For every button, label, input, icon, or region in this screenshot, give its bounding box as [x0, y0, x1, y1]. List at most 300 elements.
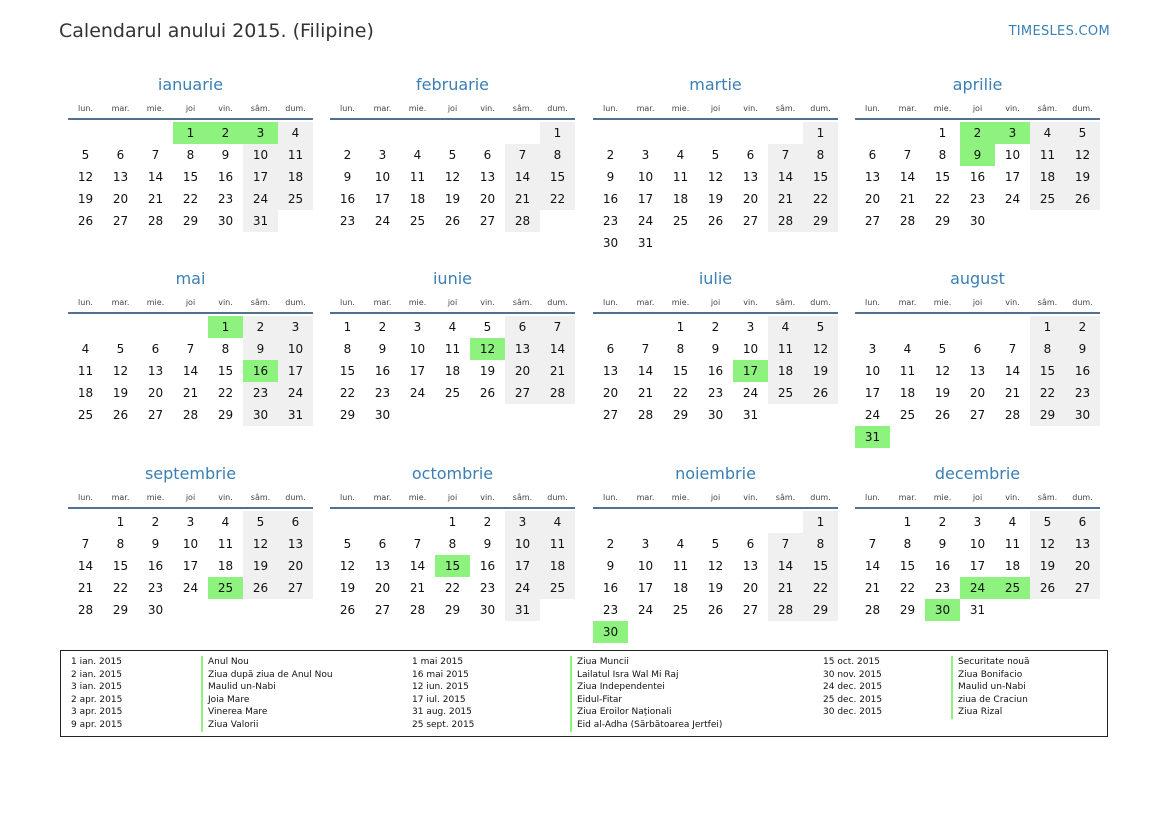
day-grid	[68, 316, 313, 426]
month-octombrie	[330, 461, 575, 621]
day-cell: 11	[540, 533, 575, 555]
day-cell: 14	[768, 555, 803, 577]
day-grid	[330, 316, 575, 426]
day-cell: 4	[413, 148, 422, 162]
day-cell: 17	[637, 581, 654, 595]
weekday-label: joi	[972, 103, 983, 113]
holiday-day: 2	[960, 122, 995, 144]
day-cell: 17	[182, 559, 199, 573]
day-cell: 6	[868, 148, 877, 162]
day-cell: 26	[707, 214, 724, 228]
weekday-label: mar.	[898, 297, 917, 307]
weekday-label: dum.	[547, 103, 568, 113]
day-cell: 7	[540, 316, 575, 338]
day-cell: 24	[182, 581, 199, 595]
day-cell: 2	[606, 537, 615, 551]
month-name: noiembrie	[675, 464, 756, 483]
day-cell: 12	[243, 533, 278, 555]
day-cell: 10	[505, 533, 540, 555]
weekday-label: dum.	[1072, 297, 1093, 307]
day-cell: 10	[637, 170, 654, 184]
day-cell: 4	[278, 122, 313, 144]
day-cell: 18	[1030, 166, 1065, 188]
day-cell: 24	[1004, 192, 1021, 206]
month-decembrie	[855, 461, 1100, 621]
day-cell: 12	[444, 170, 461, 184]
weekday-label: lun.	[603, 297, 618, 307]
weekday-header	[68, 487, 313, 509]
day-cell: 21	[768, 188, 803, 210]
day-cell: 5	[711, 148, 720, 162]
day-cell: 6	[746, 148, 755, 162]
month-name: aprilie	[952, 75, 1003, 94]
weekday-header	[68, 292, 313, 314]
empty-cell	[173, 316, 208, 338]
holiday-name: Eidul-Fitar	[570, 694, 722, 707]
day-cell: 26	[339, 603, 356, 617]
day-cell: 30	[217, 214, 234, 228]
day-cell: 26	[112, 408, 129, 422]
month-name: iulie	[698, 269, 733, 288]
day-cell: 26	[243, 577, 278, 599]
weekday-label: sâm.	[775, 492, 796, 502]
page-title: Calendarul anului 2015. (Filipine)	[59, 20, 374, 42]
day-cell: 22	[217, 386, 234, 400]
month-iulie	[593, 266, 838, 426]
weekday-label: lun.	[603, 492, 618, 502]
weekday-label: mar.	[111, 297, 130, 307]
day-cell: 19	[112, 386, 129, 400]
day-cell: 22	[444, 581, 461, 595]
day-cell: 21	[637, 386, 654, 400]
month-name: martie	[689, 75, 742, 94]
day-cell: 8	[676, 342, 685, 356]
holiday-date: 17 iul. 2015	[412, 694, 466, 705]
day-cell: 28	[409, 603, 426, 617]
day-cell: 23	[969, 192, 986, 206]
holiday-date: 25 dec. 2015	[823, 694, 883, 705]
day-cell: 8	[186, 148, 195, 162]
day-cell: 29	[803, 599, 838, 621]
day-cell: 10	[182, 537, 199, 551]
weekday-label: dum.	[285, 297, 306, 307]
holiday-date: 30 dec. 2015	[823, 707, 883, 718]
day-cell: 25	[77, 408, 94, 422]
day-cell: 13	[374, 559, 391, 573]
day-cell: 31	[243, 210, 278, 232]
day-cell: 10	[278, 338, 313, 360]
day-cell: 7	[81, 537, 90, 551]
weekday-label: joi	[447, 492, 458, 502]
day-cell: 26	[479, 386, 496, 400]
holiday-legend	[60, 650, 1108, 737]
day-cell: 26	[77, 214, 94, 228]
empty-cell	[68, 511, 103, 533]
day-cell: 12	[803, 338, 838, 360]
day-grid	[593, 511, 838, 643]
day-cell: 21	[864, 581, 881, 595]
day-cell: 28	[768, 599, 803, 621]
day-cell: 19	[444, 192, 461, 206]
holiday-name: Ziua Independentei	[570, 681, 722, 694]
day-grid	[855, 511, 1100, 621]
day-cell: 16	[1065, 360, 1100, 382]
day-cell: 14	[77, 559, 94, 573]
day-cell: 20	[742, 192, 759, 206]
day-cell: 29	[112, 603, 129, 617]
day-cell: 3	[868, 342, 877, 356]
day-cell: 5	[116, 342, 125, 356]
day-cell: 7	[151, 148, 160, 162]
holiday-date: 1 mai 2015	[412, 657, 464, 667]
day-cell: 14	[864, 559, 881, 573]
weekday-label: lun.	[865, 297, 880, 307]
day-cell: 8	[1030, 338, 1065, 360]
month-name: septembrie	[144, 464, 237, 483]
day-cell: 23	[374, 386, 391, 400]
day-cell: 30	[147, 603, 164, 617]
day-cell: 18	[278, 166, 313, 188]
day-cell: 4	[1008, 515, 1017, 529]
empty-cell	[593, 122, 628, 144]
day-cell: 8	[448, 537, 457, 551]
day-cell: 28	[505, 210, 540, 232]
day-cell: 6	[278, 511, 313, 533]
day-cell: 27	[112, 214, 129, 228]
day-cell: 23	[479, 581, 496, 595]
day-cell: 11	[899, 364, 916, 378]
day-cell: 30	[479, 603, 496, 617]
day-cell: 4	[768, 316, 803, 338]
site-logo-link[interactable]: TIMESLES.COM	[1008, 24, 1110, 39]
day-cell: 15	[112, 559, 129, 573]
empty-cell	[138, 316, 173, 338]
weekday-label: lun.	[340, 103, 355, 113]
day-cell: 5	[243, 511, 278, 533]
day-cell: 8	[803, 144, 838, 166]
month-name: decembrie	[934, 464, 1021, 483]
weekday-label: vin.	[1005, 492, 1020, 502]
day-cell: 3	[641, 537, 650, 551]
day-cell: 7	[413, 537, 422, 551]
day-cell: 28	[540, 382, 575, 404]
day-cell: 25	[1030, 188, 1065, 210]
day-cell: 11	[217, 537, 234, 551]
empty-cell	[768, 122, 803, 144]
day-cell: 20	[278, 555, 313, 577]
day-cell: 7	[768, 533, 803, 555]
day-cell: 14	[1004, 364, 1021, 378]
day-cell: 1	[540, 122, 575, 144]
day-cell: 4	[676, 148, 685, 162]
empty-cell	[470, 122, 505, 144]
day-cell: 28	[1004, 408, 1021, 422]
holiday-names-column	[951, 656, 1030, 719]
day-cell: 18	[768, 360, 803, 382]
day-cell: 13	[1065, 533, 1100, 555]
day-grid	[593, 316, 838, 426]
day-cell: 17	[1004, 170, 1021, 184]
day-cell: 24	[243, 188, 278, 210]
weekday-header	[593, 487, 838, 509]
weekday-label: dum.	[547, 492, 568, 502]
weekday-label: dum.	[810, 492, 831, 502]
day-cell: 29	[803, 210, 838, 232]
day-cell: 8	[938, 148, 947, 162]
day-cell: 23	[602, 603, 619, 617]
day-cell: 29	[339, 408, 356, 422]
day-cell: 27	[969, 408, 986, 422]
day-cell: 25	[540, 577, 575, 599]
day-cell: 23	[339, 214, 356, 228]
day-cell: 10	[243, 144, 278, 166]
weekday-label: joi	[710, 297, 721, 307]
day-cell: 2	[151, 515, 160, 529]
day-cell: 4	[1030, 122, 1065, 144]
day-cell: 15	[182, 170, 199, 184]
day-cell: 9	[483, 537, 492, 551]
day-cell: 16	[147, 559, 164, 573]
holiday-name: Vinerea Mare	[201, 706, 333, 719]
day-cell: 25	[899, 408, 916, 422]
weekday-label: sâm.	[250, 103, 271, 113]
empty-cell	[855, 316, 890, 338]
weekday-label: mie.	[408, 492, 427, 502]
empty-cell	[663, 122, 698, 144]
day-cell: 5	[711, 537, 720, 551]
day-cell: 5	[81, 148, 90, 162]
holiday-day: 9	[960, 144, 995, 166]
empty-cell	[365, 122, 400, 144]
day-cell: 8	[116, 537, 125, 551]
weekday-header	[68, 98, 313, 120]
holiday-name: Ziua Muncii	[570, 656, 722, 669]
holiday-name: Maulid un-Nabi	[201, 681, 333, 694]
day-cell: 18	[1004, 559, 1021, 573]
weekday-label: vin.	[218, 297, 233, 307]
day-cell: 29	[934, 214, 951, 228]
day-cell: 3	[413, 320, 422, 334]
day-cell: 18	[672, 192, 689, 206]
holiday-day: 1	[173, 122, 208, 144]
holiday-name: Ziua Valorii	[201, 719, 333, 732]
day-cell: 22	[112, 581, 129, 595]
day-cell: 15	[217, 364, 234, 378]
empty-cell	[68, 316, 103, 338]
day-cell: 22	[540, 188, 575, 210]
weekday-label: dum.	[810, 103, 831, 113]
month-martie	[593, 72, 838, 254]
day-cell: 7	[903, 148, 912, 162]
day-grid	[855, 316, 1100, 448]
day-cell: 11	[444, 342, 461, 356]
day-cell: 17	[505, 555, 540, 577]
day-cell: 3	[746, 320, 755, 334]
empty-cell	[400, 122, 435, 144]
day-cell: 10	[1004, 148, 1021, 162]
day-cell: 9	[243, 338, 278, 360]
day-cell: 15	[540, 166, 575, 188]
holiday-date: 25 sept. 2015	[412, 719, 475, 730]
weekday-label: mie.	[146, 103, 165, 113]
day-cell: 20	[969, 386, 986, 400]
day-cell: 6	[116, 148, 125, 162]
day-cell: 9	[1065, 338, 1100, 360]
holiday-day: 25	[995, 577, 1030, 599]
day-cell: 17	[278, 360, 313, 382]
holiday-day: 2	[208, 122, 243, 144]
day-grid	[330, 511, 575, 621]
weekday-label: mie.	[933, 297, 952, 307]
empty-cell	[995, 316, 1030, 338]
day-cell: 28	[768, 210, 803, 232]
day-cell: 20	[602, 386, 619, 400]
day-cell: 23	[707, 386, 724, 400]
day-grid	[68, 122, 313, 232]
day-cell: 27	[278, 577, 313, 599]
day-cell: 15	[803, 555, 838, 577]
day-cell: 30	[969, 214, 986, 228]
day-cell: 6	[483, 148, 492, 162]
day-cell: 21	[409, 581, 426, 595]
day-cell: 13	[278, 533, 313, 555]
day-cell: 1	[903, 515, 912, 529]
day-cell: 1	[116, 515, 125, 529]
day-cell: 19	[707, 581, 724, 595]
empty-cell	[698, 511, 733, 533]
weekday-label: lun.	[865, 492, 880, 502]
day-cell: 1	[938, 126, 947, 140]
month-ianuarie	[68, 72, 313, 232]
day-cell: 11	[77, 364, 94, 378]
day-cell: 18	[444, 364, 461, 378]
day-cell: 30	[1065, 404, 1100, 426]
day-cell: 30	[707, 408, 724, 422]
day-cell: 11	[278, 144, 313, 166]
day-cell: 6	[151, 342, 160, 356]
empty-cell	[628, 316, 663, 338]
day-cell: 5	[938, 342, 947, 356]
day-cell: 21	[182, 386, 199, 400]
weekday-label: vin.	[743, 297, 758, 307]
empty-cell	[733, 122, 768, 144]
day-cell: 10	[409, 342, 426, 356]
day-cell: 12	[1030, 533, 1065, 555]
holiday-day: 24	[960, 577, 995, 599]
day-cell: 2	[243, 316, 278, 338]
weekday-header	[593, 292, 838, 314]
holiday-name: Securitate nouă	[951, 656, 1030, 669]
weekday-label: mie.	[671, 103, 690, 113]
day-cell: 24	[864, 408, 881, 422]
day-cell: 3	[505, 511, 540, 533]
weekday-label: lun.	[340, 492, 355, 502]
day-cell: 18	[409, 192, 426, 206]
weekday-label: dum.	[810, 297, 831, 307]
weekday-header	[855, 98, 1100, 120]
holiday-name: Ziua după ziua de Anul Nou	[201, 669, 333, 682]
day-cell: 9	[606, 559, 615, 573]
weekday-label: joi	[710, 103, 721, 113]
day-cell: 10	[637, 559, 654, 573]
day-cell: 6	[746, 537, 755, 551]
day-cell: 29	[1030, 404, 1065, 426]
day-cell: 25	[409, 214, 426, 228]
day-cell: 11	[768, 338, 803, 360]
weekday-label: dum.	[1072, 103, 1093, 113]
day-cell: 12	[339, 559, 356, 573]
day-cell: 9	[378, 342, 387, 356]
holiday-date: 15 oct. 2015	[823, 657, 880, 667]
day-cell: 16	[374, 364, 391, 378]
day-cell: 20	[147, 386, 164, 400]
day-cell: 18	[672, 581, 689, 595]
day-cell: 10	[742, 342, 759, 356]
weekday-header	[855, 292, 1100, 314]
day-cell: 14	[768, 166, 803, 188]
day-cell: 26	[444, 214, 461, 228]
day-cell: 27	[479, 214, 496, 228]
day-cell: 25	[672, 603, 689, 617]
day-cell: 28	[637, 408, 654, 422]
weekday-label: mar.	[111, 492, 130, 502]
day-cell: 26	[1065, 188, 1100, 210]
holiday-day: 1	[208, 316, 243, 338]
empty-cell	[733, 511, 768, 533]
day-cell: 15	[803, 166, 838, 188]
month-name: februarie	[415, 75, 490, 94]
day-cell: 27	[742, 214, 759, 228]
weekday-label: sâm.	[512, 297, 533, 307]
weekday-label: joi	[185, 103, 196, 113]
day-cell: 27	[147, 408, 164, 422]
weekday-label: mar.	[636, 297, 655, 307]
day-cell: 19	[1030, 555, 1065, 577]
weekday-header	[330, 98, 575, 120]
empty-cell	[698, 122, 733, 144]
month-mai	[68, 266, 313, 426]
holiday-date: 2 ian. 2015	[71, 669, 122, 680]
day-cell: 13	[147, 364, 164, 378]
day-cell: 22	[672, 386, 689, 400]
day-cell: 12	[1065, 144, 1100, 166]
day-cell: 13	[742, 559, 759, 573]
holiday-dates-column	[71, 656, 122, 732]
day-cell: 14	[505, 166, 540, 188]
empty-cell	[68, 122, 103, 144]
day-grid	[330, 122, 575, 232]
day-cell: 28	[899, 214, 916, 228]
day-cell: 17	[409, 364, 426, 378]
holiday-day: 15	[435, 555, 470, 577]
day-cell: 21	[1004, 386, 1021, 400]
day-cell: 20	[864, 192, 881, 206]
day-cell: 13	[479, 170, 496, 184]
day-cell: 19	[803, 360, 838, 382]
holiday-day: 3	[995, 122, 1030, 144]
weekday-label: lun.	[603, 103, 618, 113]
month-name: iunie	[432, 269, 472, 288]
holiday-date: 3 ian. 2015	[71, 682, 122, 693]
day-cell: 25	[768, 382, 803, 404]
weekday-label: mar.	[111, 103, 130, 113]
day-cell: 19	[1065, 166, 1100, 188]
day-cell: 29	[899, 603, 916, 617]
day-cell: 11	[672, 559, 689, 573]
day-cell: 20	[1065, 555, 1100, 577]
day-cell: 1	[1030, 316, 1065, 338]
empty-cell	[138, 122, 173, 144]
